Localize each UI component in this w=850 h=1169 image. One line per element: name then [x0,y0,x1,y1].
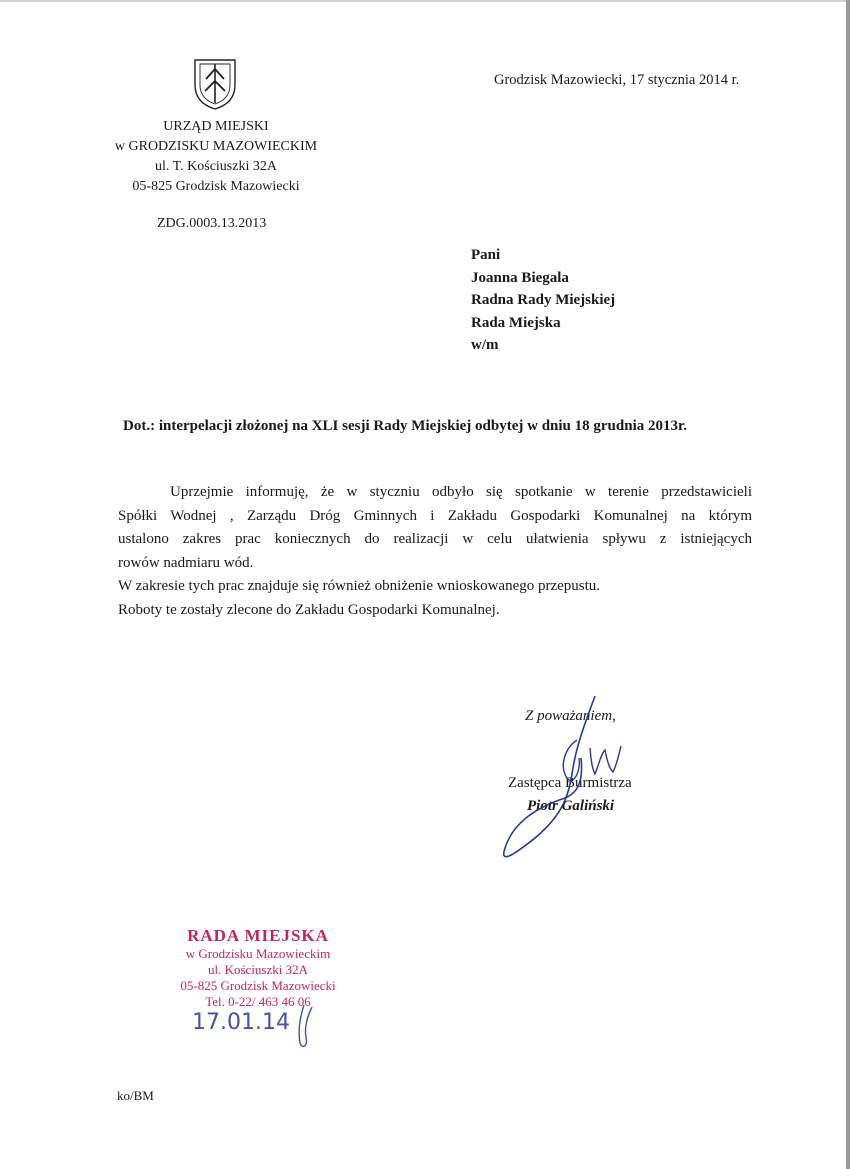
body-paragraph-2: W zakresie tych prac znajduje się również obniżenie wnioskowanego przepustu. [118,578,601,594]
reference-number: ZDG.0003.13.2013 [157,216,267,231]
received-date: 17.01.14 [192,1010,290,1035]
city-crest-icon [192,57,238,111]
body-line-2: Spółki Wodnej , Zarządu Dróg Gminnych i Zakładu Gospodarki Komunalnej na którym [118,507,752,524]
recipient-institution: Rada Miejska [471,314,561,331]
page-edge-right [846,0,850,1169]
recipient-name: Joanna Biegala [471,269,569,286]
body-line-1: Uprzejmie informuję, że w styczniu odbyło się spotkanie w terenie przedstawicieli [170,484,752,500]
stamp-title: RADA MIEJSKA [187,926,329,945]
subject-line: Dot.: interpelacji złożonej na XLI sesji Rady Miejskiej odbytej w dniu 18 grudnia 2013r. [123,418,688,434]
page-edge-top [0,0,850,2]
sender-office-name: URZĄD MIEJSKI [163,119,269,134]
signatory-title: Zastępca Burmistrza [508,775,632,791]
signatory-name: Piotr Galiński [527,798,615,814]
recipient-salutation: Pani [471,247,501,263]
place-and-date: Grodzisk Mazowiecki, 17 stycznia 2014 r. [494,72,740,88]
recipient-location: w/m [471,337,499,353]
sender-street: ul. T. Kościuszki 32A [155,159,277,174]
letter-body [118,481,752,622]
body-line-3: ustalono zakres prac koniecznych do realizacji w celu ułatwienia spływu z istniejących [118,531,752,547]
handwritten-signature [495,688,635,868]
council-stamp [165,926,351,1010]
received-date-stamp [180,1003,320,1053]
author-initials: ko/BM [117,1088,154,1103]
stamp-city: w Grodzisku Mazowieckim [185,946,331,961]
recipient-position: Radna Rady Miejskiej [471,292,616,308]
stamp-postal: 05-825 Grodzisk Mazowiecki [180,978,336,993]
closing-phrase: Z poważaniem, [525,708,616,724]
body-line-4: rowów nadmiaru wód. [118,554,254,571]
sender-office-city: w GRODZISKU MAZOWIECKIM [114,139,318,154]
sender-address [100,117,332,197]
recipient-address [471,244,615,357]
stamp-street: ul. Kościuszki 32A [207,962,309,977]
body-paragraph-3: Roboty te zostały zlecone do Zakładu Gospodarki Komunalnej. [118,601,500,618]
stamp-phone: Tel. 0-22/ 463 46 06 [205,994,311,1009]
sender-postal: 05-825 Grodzisk Mazowiecki [132,179,300,194]
